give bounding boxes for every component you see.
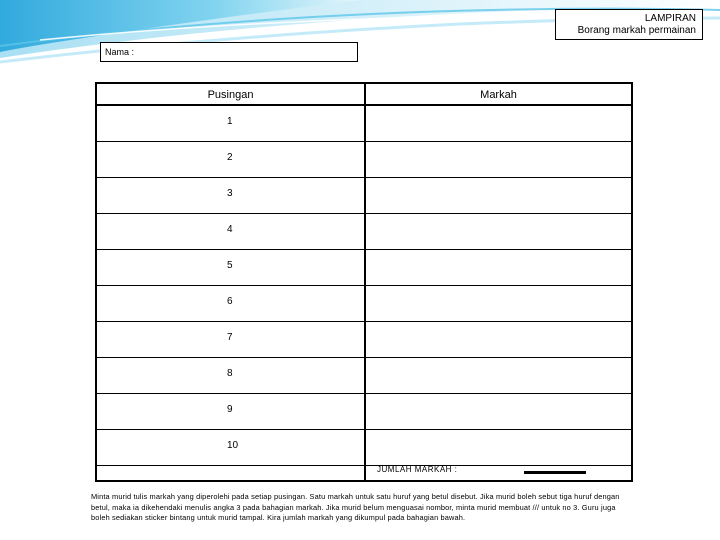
- table-row: [97, 142, 631, 178]
- round-number: 1: [227, 116, 233, 127]
- score-cell[interactable]: [366, 394, 631, 429]
- table-row: [97, 286, 631, 322]
- table-row: [97, 214, 631, 250]
- score-cell[interactable]: [366, 322, 631, 357]
- form-title: Borang markah permainan: [577, 25, 696, 36]
- round-number: 2: [227, 152, 233, 163]
- header-score: Markah: [480, 89, 517, 101]
- table-row: [97, 250, 631, 286]
- score-cell[interactable]: [366, 358, 631, 393]
- score-cell[interactable]: [366, 142, 631, 177]
- round-number: 7: [227, 332, 233, 343]
- round-number: 10: [227, 440, 239, 451]
- round-number: 9: [227, 404, 233, 415]
- round-number: 5: [227, 260, 233, 271]
- appendix-header-box: [555, 9, 703, 40]
- round-number: 4: [227, 224, 233, 235]
- name-label: Nama :: [105, 47, 135, 57]
- total-row: [97, 460, 631, 482]
- total-score-label: JUMLAH MARKAH :: [377, 465, 458, 474]
- header-round: Pusingan: [207, 89, 254, 101]
- table-header-row: [97, 84, 631, 106]
- score-cell[interactable]: [366, 286, 631, 321]
- round-number: 6: [227, 296, 233, 307]
- total-score-line[interactable]: [524, 471, 586, 474]
- score-cell[interactable]: [366, 214, 631, 249]
- round-number: 3: [227, 188, 233, 199]
- instructions-text: Minta murid tulis markah yang diperolehi pada setiap pusingan. Satu markah untuk satu huruf yang betul disebut. Jika murid boleh sebut tiga huruf dengan betul, maka ia dikehendaki menulis angka 3 pada bahagian markah. Jika murid belum menguasai nombor, minta murid membuat /// untuk no 3. Guru juga boleh sediakan sticker bintang untuk murid tampal. Kira jumlah markah yang dikumpul pada bahagian bawah.: [91, 492, 620, 522]
- table-row: [97, 358, 631, 394]
- score-cell[interactable]: [366, 106, 631, 141]
- score-table: [95, 82, 633, 482]
- table-row: [97, 394, 631, 430]
- name-field[interactable]: [100, 42, 358, 62]
- table-row: [97, 178, 631, 214]
- score-cell[interactable]: [366, 178, 631, 213]
- score-cell[interactable]: [366, 250, 631, 285]
- appendix-title: LAMPIRAN: [644, 13, 696, 24]
- table-row: [97, 322, 631, 358]
- table-row: [97, 106, 631, 142]
- round-number: 8: [227, 368, 233, 379]
